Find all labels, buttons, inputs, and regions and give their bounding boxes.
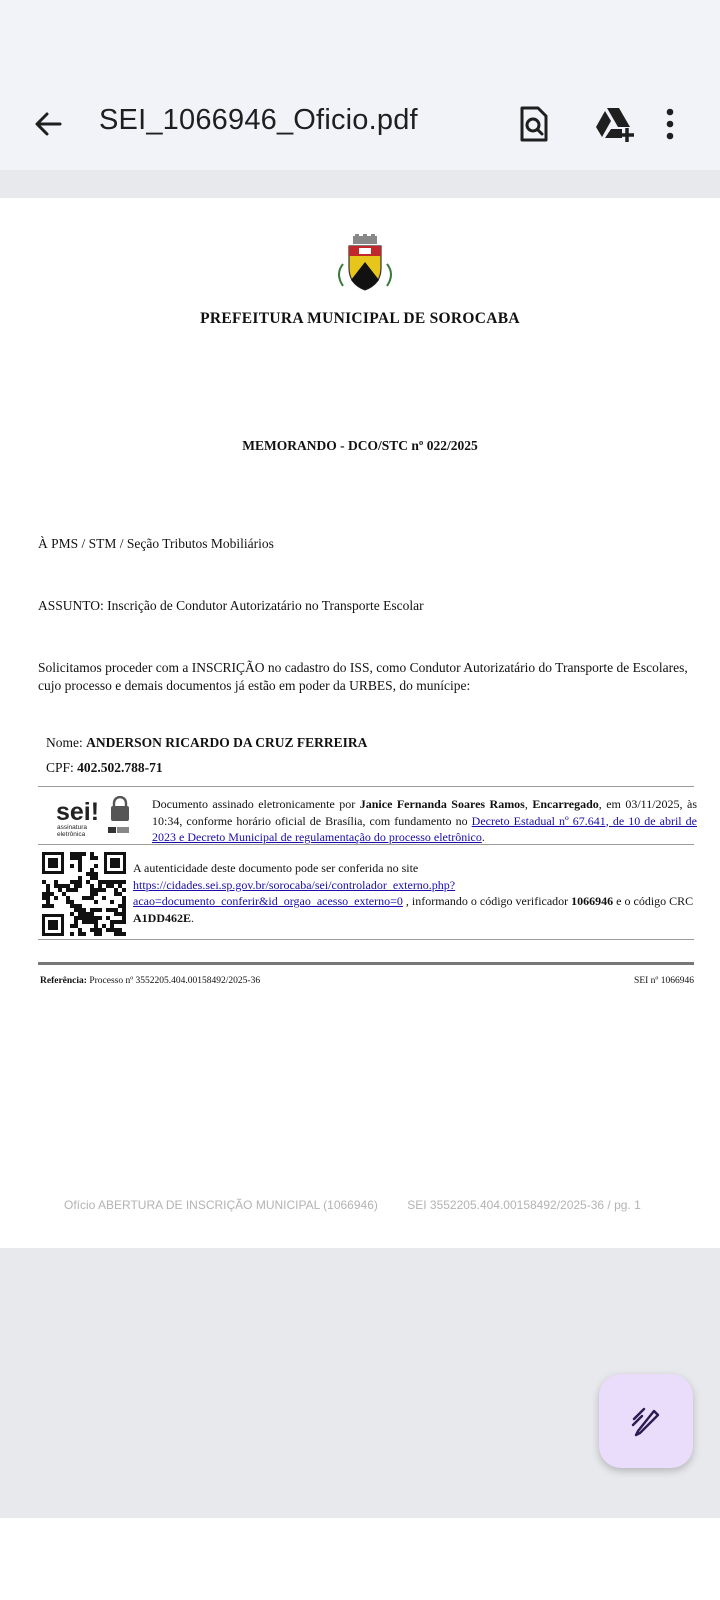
divider [38, 786, 694, 787]
signer-name: Janice Fernanda Soares Ramos [359, 797, 525, 811]
signature-end: . [481, 830, 485, 844]
name-value: ANDERSON RICARDO DA CRUZ FERREIRA [86, 735, 368, 750]
name-field [46, 735, 367, 751]
electronic-signature-text: Documento assinado eletronicamente por Janice Fernanda Soares Ramos, Encarregado, em 03/11/2025, às 10:34, conforme horário oficial de Brasília, com fundamento no Decreto Estadual nº 67.641, de 10 de abril de 2023 e Decreto Municipal de regulamentação do processo eletrônico. [152, 797, 698, 844]
page-footer [64, 1198, 667, 1212]
add-to-drive-icon[interactable] [592, 102, 636, 146]
footer-process-page: SEI 3552205.404.00158492/2025-36 / pg. 1 [407, 1198, 641, 1212]
svg-text:assinatura: assinatura [57, 824, 87, 831]
cpf-label: CPF: [46, 760, 74, 775]
sei-number: SEI nº 1066946 [634, 976, 694, 986]
verifier-code: 1066946 [571, 894, 614, 908]
crc-code: A1DD462E [133, 910, 192, 925]
reference-line [40, 976, 260, 986]
authenticity-mid: , informando o código verificador [405, 894, 569, 908]
qr-code [40, 850, 128, 938]
signature-date-text: , em 03/11/2025, às 10:34, conforme horário oficial de Brasília, com fundamento no [152, 797, 697, 828]
signature-intro: Documento assinado eletronicamente por [152, 797, 356, 811]
sei-signature-logo [56, 796, 136, 842]
verification-url-link-cont[interactable]: acao=documento_conferir&id_orgao_acesso_externo=0 [133, 894, 403, 908]
authenticity-text [133, 860, 698, 926]
city-crest-logo [333, 234, 397, 294]
search-document-icon[interactable] [512, 102, 556, 146]
file-title: SEI_1066946_Oficio.pdf [99, 104, 418, 136]
verification-url-link[interactable]: https://cidades.sei.sp.gov.br/sorocaba/sei/controlador_externo.php? [133, 877, 456, 892]
name-label: Nome: [46, 735, 83, 750]
annotate-fab-button[interactable] [599, 1374, 693, 1468]
authenticity-intro: A autenticidade deste documento pode ser conferida no site [133, 861, 419, 875]
memo-body: Solicitamos proceder com a INSCRIÇÃO no cadastro do ISS, como Condutor Autorizatário do Transporte de Escolares, cujo processo e demais documentos já estão em poder da URBES, do munícipe: [38, 660, 688, 693]
sei-logo-text: sei! [56, 798, 100, 826]
authenticity-end: . [191, 910, 195, 925]
app-bar [0, 0, 720, 170]
cpf-value: 402.502.788-71 [77, 760, 163, 775]
edit-pen-icon [630, 1405, 662, 1437]
memo-title: MEMORANDO - DCO/STC nº 022/2025 [242, 438, 478, 453]
reference-label: Referência: [40, 976, 87, 986]
reference-value: Processo nº 3552205.404.00158492/2025-36 [89, 976, 261, 986]
back-arrow-icon[interactable] [28, 104, 68, 144]
divider [38, 844, 694, 845]
more-vert-icon[interactable] [664, 102, 704, 146]
recipient-line: À PMS / STM / Seção Tributos Mobiliários [38, 536, 274, 551]
divider-thick [38, 962, 694, 965]
organization-heading: PREFEITURA MUNICIPAL DE SOROCABA [200, 310, 520, 327]
footer-document-title: Ofício ABERTURA DE INSCRIÇÃO MUNICIPAL (1066946) [64, 1198, 378, 1212]
subject-line: ASSUNTO: Inscrição de Condutor Autorizatário no Transporte Escolar [38, 598, 424, 613]
signer-role: Encarregado [532, 797, 599, 811]
divider [38, 939, 694, 940]
crc-prefix: e o código CRC [616, 894, 694, 908]
decree-link[interactable]: Decreto Estadual nº 67.641, de 10 de abril de 2023 e Decreto Municipal de regulamentação do processo eletrônico [152, 813, 698, 844]
svg-text:eletrônica: eletrônica [57, 831, 86, 838]
cpf-field [46, 760, 163, 776]
pdf-viewer[interactable] [0, 170, 720, 1518]
pdf-page [0, 198, 720, 1248]
